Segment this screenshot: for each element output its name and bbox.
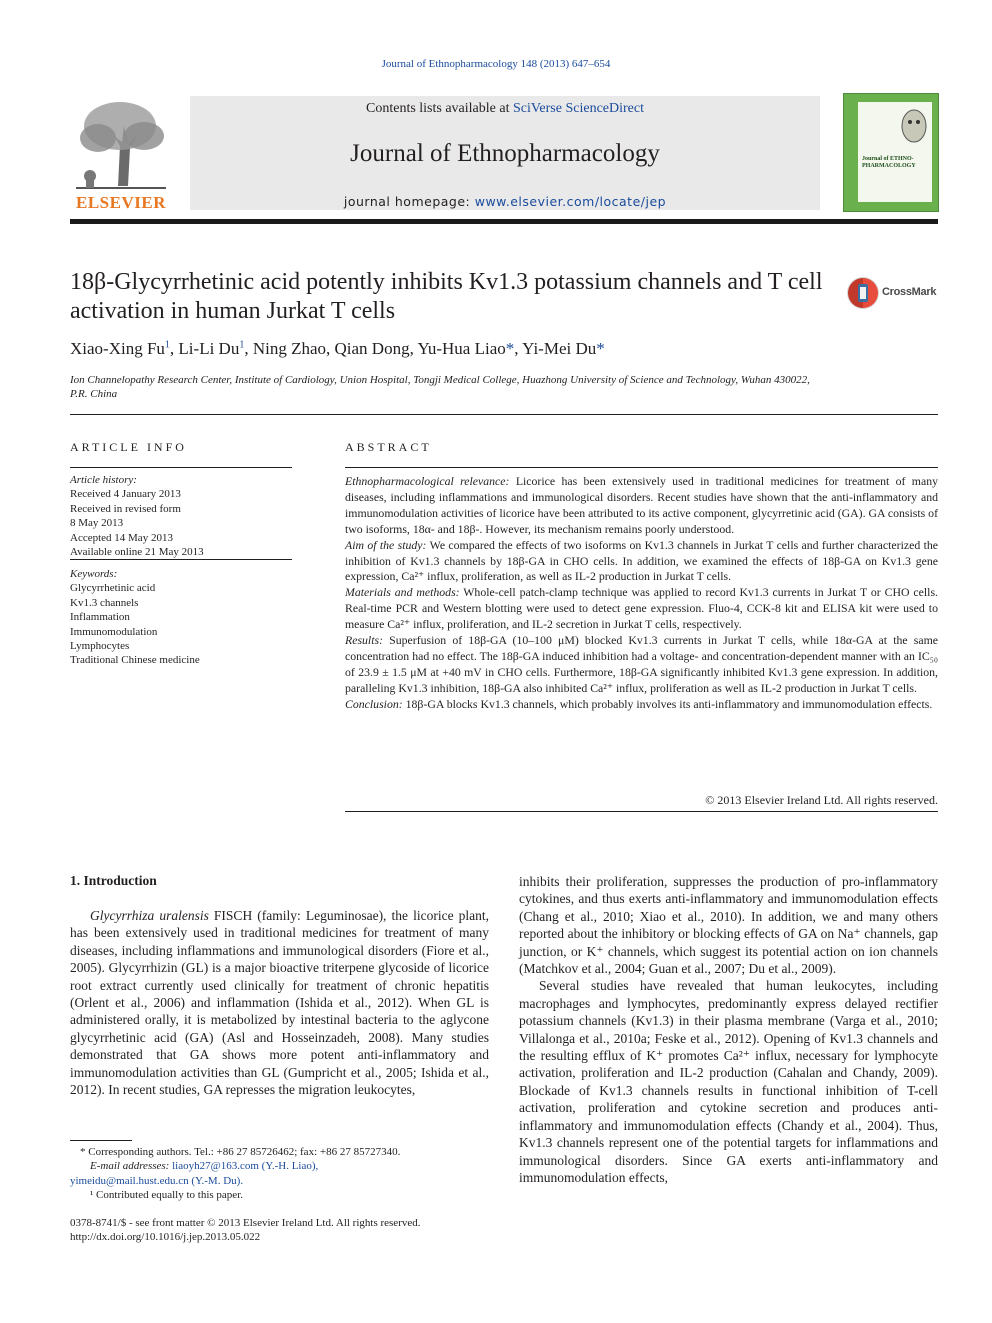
relevance-text: Licorice has been extensively used in traditional medicines for treatment of many diseases, including inflammations and immunological disorders. Recent studies have shown that the anti-inflammatory and immunomodulation activities of licorice have been attributed to its active component, glycyrretinic acid (GA). GA consists of two isoforms, 18α- and 18β-. However, its mechanism remains poorly understood. xyxy=(345,474,938,536)
journal-title: Journal of Ethnopharmacology xyxy=(350,140,660,167)
conclusion-text: 18β-GA blocks Kv1.3 channels, which probably involves its anti-inflammatory and immunomodulation effects. xyxy=(405,696,933,711)
keyword-item: Traditional Chinese medicine xyxy=(70,654,200,667)
sciencedirect-link[interactable]: SciVerse ScienceDirect xyxy=(512,101,644,116)
history-item: Received in revised form xyxy=(70,502,181,515)
keyword-item: Glycyrrhetinic acid xyxy=(70,582,156,595)
keyword-item: Kv1.3 channels xyxy=(70,596,139,609)
history-item: Accepted 14 May 2013 xyxy=(70,531,173,544)
journal-citation[interactable]: Journal of Ethnopharmacology 148 (2013) 647–654 xyxy=(381,58,611,70)
issn-line: 0378-8741/$ - see front matter © 2013 Elsevier Ireland Ltd. All rights reserved. xyxy=(70,1217,421,1229)
keyword-item: Lymphocytes xyxy=(70,640,130,653)
homepage-line xyxy=(190,194,820,209)
cover-title: Journal of ETHNO-PHARMACOLOGY xyxy=(862,156,916,169)
author-name[interactable]: Yu-Hua Liao xyxy=(417,339,506,358)
methods-text: Whole-cell patch-clamp technique was applied to record Kv1.3 currents in Jurkat T or CHO cells. Real-time PCR and Western blotting were used to detect gene expression. Fluo-4, CCK-8 kit and ELISA kit were used to measure Ca²⁺ influx, proliferation, and IL-2 secretion in Jurkat T cells, respectively. xyxy=(345,585,938,632)
author-name[interactable]: Ning Zhao xyxy=(252,339,327,358)
keyword-item: Inflammation xyxy=(70,611,130,624)
abstract-methods xyxy=(345,585,938,633)
cover-mask-image xyxy=(858,102,932,152)
methods-label: Materials and methods: xyxy=(345,585,460,600)
bottom-meta xyxy=(70,1216,570,1245)
article-info-rule xyxy=(70,467,292,468)
journal-cover-thumbnail[interactable] xyxy=(843,93,939,212)
section-heading-introduction: 1. Introduction xyxy=(70,873,157,888)
abstract-results xyxy=(345,633,938,697)
results-label: Results: xyxy=(345,633,384,648)
abstract-body xyxy=(345,474,938,713)
author-mark[interactable]: * xyxy=(596,339,605,358)
keyword-item: Immunomodulation xyxy=(70,625,158,638)
homepage-link[interactable]: www.elsevier.com/locate/jep xyxy=(474,194,667,209)
author-mark[interactable]: * xyxy=(505,339,515,358)
abstract-rule xyxy=(345,467,938,468)
article-history xyxy=(70,473,292,559)
email-link[interactable]: yimeidu@mail.hust.edu.cn (Y.-M. Du). xyxy=(70,1174,244,1187)
aim-label: Aim of the study: xyxy=(345,537,427,552)
body-column-right xyxy=(519,873,938,1186)
aim-text: We compared the effects of two isoforms on Kv1.3 channels in Jurkat T cells and further characterized the inhibition of Kv1.3 channels by 18β-GA in CHO cells. In addition, we examined the effects of 18β-GA on Kv1.3 gene expression, Ca²⁺ influx, proliferation, as well as IL-2 production in Jurkat T cells. xyxy=(345,537,938,584)
history-item: 8 May 2013 xyxy=(70,517,124,530)
article-info-heading: ARTICLE INFO xyxy=(70,440,187,454)
homepage-prefix: journal homepage: xyxy=(343,194,475,209)
abstract-copyright: © 2013 Elsevier Ireland Ltd. All rights reserved. xyxy=(705,793,938,807)
relevance-label: Ethnopharmacological relevance: xyxy=(345,474,510,488)
keywords-rule xyxy=(70,559,292,560)
conclusion-label: Conclusion: xyxy=(345,696,403,711)
footnote-rule xyxy=(70,1140,132,1141)
author-list: Xiao-Xing Fu$^1$, Li-Li Du$^1$, Ning Zhao, Qian Dong, Yu-Hua Liao*, Yi-Mei Du* xyxy=(70,339,605,358)
author-name[interactable]: Xiao-Xing Fu xyxy=(70,339,165,358)
abstract-aim xyxy=(345,538,938,586)
elsevier-wordmark[interactable]: ELSEVIER xyxy=(76,193,166,212)
abstract-conclusion xyxy=(345,697,938,713)
email-link[interactable]: liaoyh27@163.com (Y.-H. Liao), xyxy=(172,1160,319,1173)
paragraph: inhibits their proliferation, suppresses the production of pro-inflammatory cytokines, and thus exerts anti-inflammatory and immunomodulation effects (Chang et al., 2010; Xiao et al., 2010). In addition, we and many others reported about the inhibitory or blocking effects of GA on Na⁺ channels, gap junction, or K⁺ channels, which suggest its potential action on ion channels (Matchkov et al., 2004; Guan et al., 2007; Du et al., 2009). xyxy=(519,874,938,977)
equal-contribution-note: ¹ Contributed equally to this paper. xyxy=(90,1189,243,1202)
author-name[interactable]: Li-Li Du xyxy=(178,339,240,358)
abstract-heading: ABSTRACT xyxy=(345,440,432,454)
paragraph xyxy=(70,907,489,1098)
doi-link[interactable]: http://dx.doi.org/10.1016/j.jep.2013.05.022 xyxy=(70,1231,261,1244)
corresponding-note: * Corresponding authors. Tel.: +86 27 85726462; fax: +86 27 85727340. xyxy=(80,1146,401,1158)
footnotes xyxy=(70,1145,489,1203)
history-item: Available online 21 May 2013 xyxy=(70,546,204,559)
contents-prefix: Contents lists available at xyxy=(366,101,513,116)
crossmark-icon[interactable] xyxy=(846,276,880,310)
results-text: Superfusion of 18β-GA (10–100 μM) blocked Kv1.3 currents in Jurkat T cells, while 18α-GA at the same concentration had no effect. The 18β-GA induced inhibition had a voltage- and concentration-dependent manner with an IC₅₀ of 23.9 ± 1.5 μM at +40 mV in CHO cells. Furthermore, 18β-GA significantly inhibited Kv1.3 gene expression. In addition, paralleling Kv1.3 inhibition, 18β-GA also inhibited Ca²⁺ influx, proliferation as well as IL-2 production in Jurkat T cells. xyxy=(345,633,939,695)
email-line xyxy=(70,1159,489,1173)
keywords xyxy=(70,567,292,668)
abstract-bottom-rule xyxy=(345,811,938,812)
paragraph-text: FISCH (family: Leguminosae), the licorice plant, has been extensively used in traditional medicines for treatment of many diseases, including inflammations and immunological disorders (Fiore et al., 2005). Glycyrrhizin (GL) is a major bioactive triterpene glycoside of licorice root extract currently used clinically for treatment of chronic hepatitis (Orlent et al., 2006) and inflammation (Ishida et al., 2012). When GL is administered orally, it is metabolized by intestinal bacteria to the aglycone glycyrrhetinic acid (GA) (Asl and Hosseinzadeh, 2008). Many studies demonstrated that GA shows more potent anti-inflammatory and immunomodulation activities than GL (Gumpricht et al., 2005; Ishida et al., 2012). In recent studies, GA represses the migration leukocytes, xyxy=(70,908,490,1098)
cover-panel xyxy=(858,102,932,202)
affiliation: Ion Channelopathy Research Center, Institute of Cardiology, Union Hospital, Tongji Medical College, Huazhong University of Science and Technology, Wuhan 430022, P.R. China xyxy=(70,374,810,400)
author-mark[interactable]: 1 xyxy=(164,339,170,351)
affiliation-rule xyxy=(70,414,938,415)
article-title: 18β-Glycyrrhetinic acid potently inhibits Kv1.3 potassium channels and T cell activation in human Jurkat T cells xyxy=(70,269,823,324)
author-mark[interactable]: 1 xyxy=(239,339,245,351)
header-rule xyxy=(70,219,938,224)
history-item: Received 4 January 2013 xyxy=(70,488,181,501)
abstract-relevance xyxy=(345,474,938,538)
paragraph: Several studies have revealed that human leukocytes, including macrophages and lymphocytes, predominantly express delayed rectifier potassium channels (Kv1.3) in their plasma membrane (Varga et al., 2010; Villalonga et al., 2010a; Feske et al., 2012). Opening of Kv1.3 channels and the resulting efflux of K⁺ promotes Ca²⁺ influx, necessary for lymphocyte activation, proliferation and IL-2 production (Cahalan and Chandy, 2009). Blockade of Kv1.3 channels results in functional inhibition of T-cell activation, proliferation and cytokine secretion and produces anti-inflammatory and immunomodulation effects (Chandy et al., 2004). Thus, Kv1.3 channels represent one of the potential targets for inflammations and immunological disorders. Since GA exerts anti-inflammatory and immunomodulation effects, xyxy=(519,978,938,1185)
species-name: Glycyrrhiza uralensis xyxy=(90,908,209,923)
email-label: E-mail addresses: xyxy=(90,1160,170,1173)
contents-line xyxy=(190,101,820,117)
body-column-left xyxy=(70,907,489,1098)
history-label: Article history: xyxy=(70,474,137,486)
author-name[interactable]: Qian Dong xyxy=(334,339,410,358)
crossmark-label[interactable]: CrossMark xyxy=(882,286,937,298)
author-name[interactable]: Yi-Mei Du xyxy=(522,339,597,358)
keywords-label: Keywords: xyxy=(70,568,118,580)
